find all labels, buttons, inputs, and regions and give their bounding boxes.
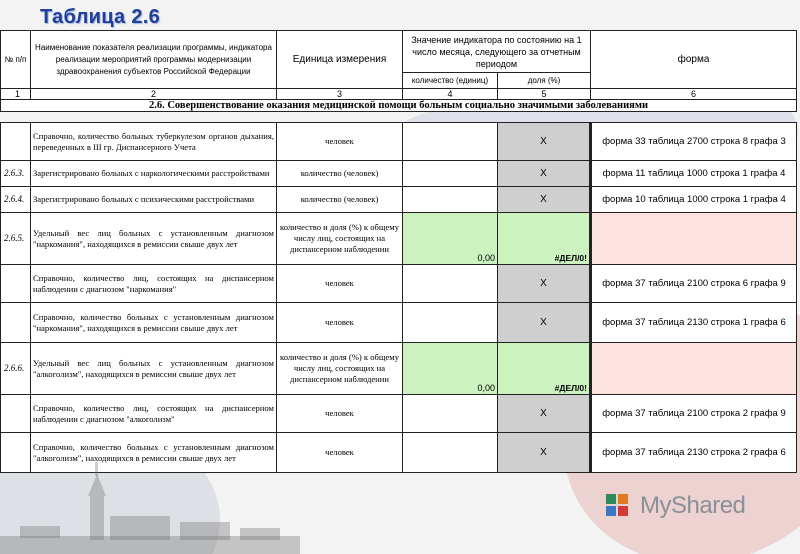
row-share: Х <box>498 303 591 343</box>
row-count <box>403 303 498 343</box>
city-skyline-decoration <box>0 456 300 554</box>
row-number <box>1 303 31 343</box>
header-num: 4 <box>403 89 498 100</box>
header-col-count: количество (единиц) <box>403 73 498 89</box>
row-name: Справочно, количество больных туберкулезом органов дыхания, переведенных в III гр. Диспансерного Учета <box>31 123 277 161</box>
row-share: Х <box>498 265 591 303</box>
header-num: 1 <box>1 89 31 100</box>
logo-text: MyShared <box>640 492 746 519</box>
header-num: 6 <box>591 89 797 100</box>
row-form: форма 33 таблица 2700 строка 8 графа 3 <box>591 123 797 161</box>
row-name: Зарегистрировано больных с наркологическими расстройствами <box>31 161 277 187</box>
row-name: Справочно, количество больных с установленным диагнозом "наркомания", находящихся в ремиссии свыше двух лет <box>31 303 277 343</box>
row-count <box>403 123 498 161</box>
row-form <box>591 343 797 395</box>
row-share: Х <box>498 433 591 473</box>
row-name: Удельный вес лиц больных с установленным диагнозом "алкоголизм", находящихся в ремиссии свыше двух лет <box>31 343 277 395</box>
row-form <box>591 213 797 265</box>
table-row <box>1 395 797 433</box>
header-num: 2 <box>31 89 277 100</box>
row-number: 2.6.5. <box>1 213 31 265</box>
row-form: форма 37 таблица 2130 строка 1 графа 6 <box>591 303 797 343</box>
header-num: 3 <box>277 89 403 100</box>
row-form: форма 11 таблица 1000 строка 1 графа 4 <box>591 161 797 187</box>
header-col-name: Наименование показателя реализации программы, индикатора реализации мероприятий программы модернизации здравоохранения субъектов Российской Федерации <box>31 31 277 89</box>
row-share: #ДЕЛ/0! <box>498 213 591 265</box>
row-name: Справочно, количество больных с установленным диагнозом "алкоголизм", находящихся в ремиссии свыше двух лет <box>31 433 277 473</box>
row-name: Справочно, количество лиц, состоящих на диспансерном наблюдении с диагнозом "алкоголизм" <box>31 395 277 433</box>
row-unit: количество и доля (%) к общему числу лиц, состоящих на диспансерном наблюдении <box>277 213 403 265</box>
row-count <box>403 395 498 433</box>
slide-title: Таблица 2.6 <box>40 6 161 28</box>
row-count <box>403 433 498 473</box>
row-unit: человек <box>277 123 403 161</box>
row-share: Х <box>498 123 591 161</box>
row-unit: человек <box>277 303 403 343</box>
row-form: форма 37 таблица 2130 строка 2 графа 6 <box>591 433 797 473</box>
myshared-logo <box>606 492 745 520</box>
row-share: Х <box>498 395 591 433</box>
table-row <box>1 187 797 213</box>
logo-icon <box>606 494 634 518</box>
row-count <box>403 265 498 303</box>
row-number: 2.6.6. <box>1 343 31 395</box>
header-col-no: № п/п <box>1 31 31 89</box>
row-number <box>1 395 31 433</box>
row-form: форма 37 таблица 2100 строка 6 графа 9 <box>591 265 797 303</box>
data-table <box>0 122 797 473</box>
section-title: 2.6. Совершенствование оказания медицинской помощи больным социально значимыми заболеваниями <box>1 100 797 112</box>
table-row <box>1 343 797 395</box>
row-unit: количество (человек) <box>277 187 403 213</box>
row-unit: человек <box>277 433 403 473</box>
table-row <box>1 265 797 303</box>
table-row <box>1 123 797 161</box>
header-col-form: форма <box>591 31 797 89</box>
row-unit: человек <box>277 395 403 433</box>
row-number <box>1 265 31 303</box>
table-row <box>1 161 797 187</box>
row-unit: человек <box>277 265 403 303</box>
header-col-value: Значение индикатора по состоянию на 1 число месяца, следующего за отчетным периодом <box>403 31 591 73</box>
row-count <box>403 161 498 187</box>
table-row <box>1 213 797 265</box>
row-share: Х <box>498 187 591 213</box>
header-col-share: доля (%) <box>498 73 591 89</box>
row-number: 2.6.4. <box>1 187 31 213</box>
header-table <box>0 30 797 112</box>
row-form: форма 10 таблица 1000 строка 1 графа 4 <box>591 187 797 213</box>
row-count: 0,00 <box>403 343 498 395</box>
row-name: Удельный вес лиц больных с установленным диагнозом "наркомания", находящихся в ремиссии свыше двух лет <box>31 213 277 265</box>
header-col-unit: Единица измерения <box>277 31 403 89</box>
table-row <box>1 303 797 343</box>
row-share: #ДЕЛ/0! <box>498 343 591 395</box>
row-count: 0,00 <box>403 213 498 265</box>
row-name: Зарегистрировано больных с психическими расстройствами <box>31 187 277 213</box>
row-number: 2.6.3. <box>1 161 31 187</box>
row-form: форма 37 таблица 2100 строка 2 графа 9 <box>591 395 797 433</box>
row-number <box>1 123 31 161</box>
row-name: Справочно, количество лиц, состоящих на диспансерном наблюдении с диагнозом "наркомания" <box>31 265 277 303</box>
row-unit: количество (человек) <box>277 161 403 187</box>
header-num: 5 <box>498 89 591 100</box>
row-unit: количество и доля (%) к общему числу лиц, состоящих на диспансерном наблюдении <box>277 343 403 395</box>
row-share: Х <box>498 161 591 187</box>
row-count <box>403 187 498 213</box>
